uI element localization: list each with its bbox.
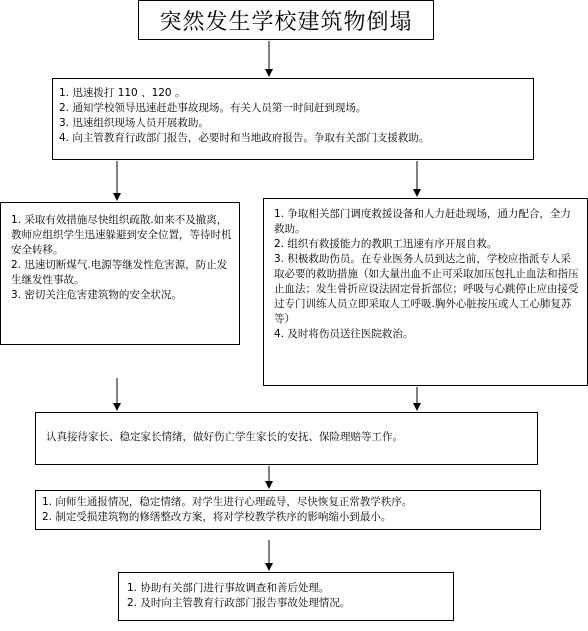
recovery-step-2: 2. 制定受损建筑物的修缮整改方案，将对学校教学秩序的影响缩小到最小。 [42, 511, 392, 523]
initial-step-3: 3. 迅速组织现场人员开展救助。 [59, 117, 209, 129]
initial-step-4: 4. 向主管教育行政部门报告，必要时和当地政府报告。争取有关部门支援救助。 [59, 132, 430, 144]
evacuation-step-3: 3. 密切关注危害建筑物的安全状况。 [11, 289, 182, 301]
evacuation-step-2: 2. 迅速切断煤气.电源等继发性危害源，防止发生继发性事故。 [11, 259, 228, 286]
rescue-step-4: 4. 及时将伤员送往医院救治。 [274, 328, 414, 340]
flowchart-title: 突然发生学校建筑物倒塌 [138, 0, 434, 40]
followup-step-1: 1. 协助有关部门进行事故调查和善后处理。 [127, 582, 330, 594]
rescue-step-2: 2. 组织有救援能力的教职工迅速有序开展自救。 [274, 238, 498, 250]
rescue-step-1: 1. 争取相关部门调度救援设备和人力赶赴现场，通力配合，全力救助。 [274, 208, 571, 235]
recovery-step-1: 1. 向师生通报情况，稳定情绪。对学生进行心理疏导，尽快恢复正常教学秩序。 [42, 496, 413, 508]
initial-step-1: 1. 迅速拨打 110 、120 。 [59, 87, 186, 99]
initial-step-2: 2. 通知学校领导迅速赶赴事故现场。有关人员第一时间赶到现场。 [59, 102, 367, 114]
parents-text: 认真接待家长、稳定家长情绪，做好伤亡学生家长的安抚、保险理赔等工作。 [46, 431, 403, 443]
evacuation-step-1: 1. 采取有效措施尽快组织疏散.如来不及撤离，教师应组织学生迅速躲避到安全位置，等待时机安全转移。 [11, 214, 232, 256]
rescue-step-3: 3. 积极救助伤员。在专业医务人员到达之前，学校应指派专人采取必要的救助措施（如大量出血不止可采取加压包扎止血法和指压止血法；发生骨折应设法固定骨折部位；呼吸与心跳停止应由接受过专门训练人员立即采取人工呼吸.胸外心脏按压或人工心肺复苏等） [274, 253, 579, 325]
followup-step-2: 2. 及时向主管教育行政部门报告事故处理情况。 [127, 597, 351, 609]
